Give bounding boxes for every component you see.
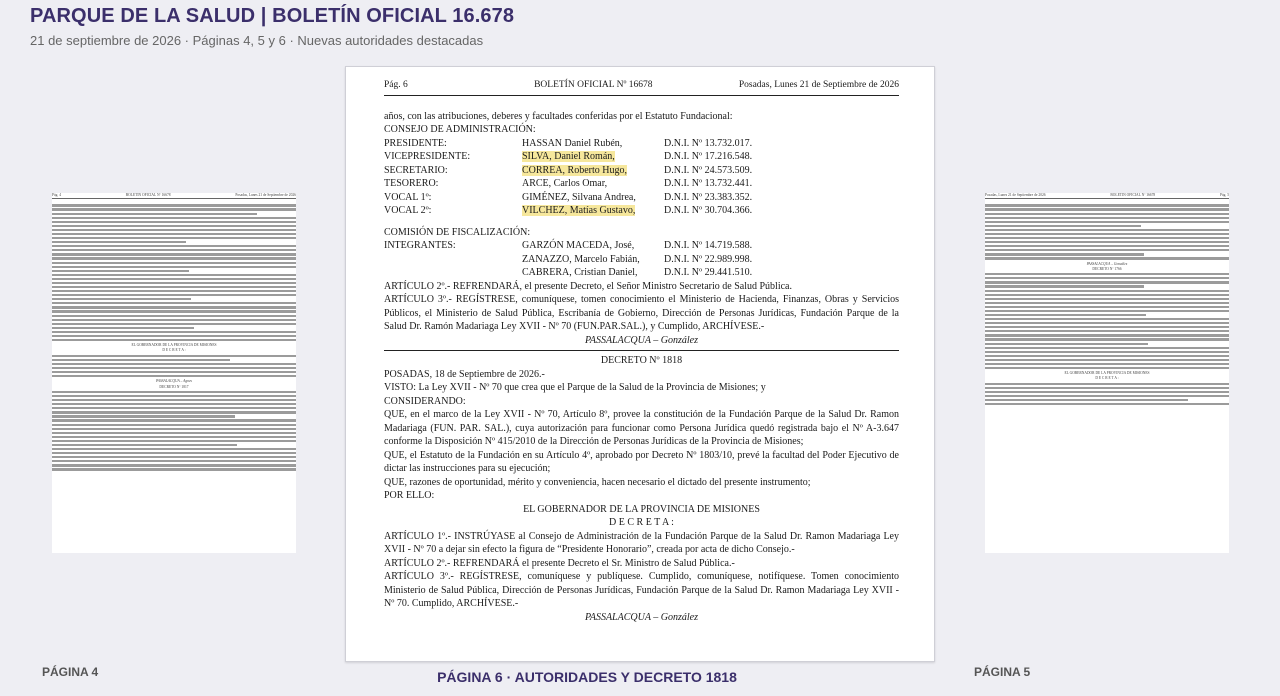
thumb-text-line <box>985 208 1229 210</box>
thumb-text-line <box>52 213 257 215</box>
bulletin-title: BOLETÍN OFICIAL Nº 16678 <box>534 80 653 90</box>
thumb-text-line <box>52 436 296 438</box>
visto-text: VISTO: La Ley XVII - Nº 70 que crea que el Parque de la Salud de la Provincia de Misiones; y <box>384 382 766 393</box>
thumb-text-line <box>985 334 1229 336</box>
thumb-header: Pág. 4 BOLETÍN OFICIAL Nº 16678 Posadas, Lunes 21 de Septiembre de 2026 <box>52 193 296 199</box>
thumb-text-line <box>985 310 1229 312</box>
thumb-text-line <box>985 217 1229 219</box>
thumb-text-line <box>52 290 296 292</box>
authority-row: TESORERO: ARCE, Carlos Omar, D.N.I. Nº 13.732.441. <box>384 178 753 189</box>
page-subtitle: 21 de septiembre de 2026 · Páginas 4, 5 y 6 · Nuevas autoridades destacadas <box>30 33 484 48</box>
thumb-text-line <box>985 298 1229 300</box>
thumb-text-line <box>52 245 296 247</box>
thumb-text-line <box>985 233 1229 235</box>
page-6-caption: PÁGINA 6 · AUTORIDADES Y DECRETO 1818 <box>437 669 737 685</box>
thumb-text-line <box>52 233 296 235</box>
considerando-heading: CONSIDERANDO: <box>384 395 466 407</box>
highlighted-name: CORREA, Roberto Hugo, <box>522 164 627 176</box>
thumb-text-line <box>52 444 237 446</box>
considerando-text: QUE, en el marco de la Ley XVII - Nº 70, Artículo 8º, provee la constitución de la Fundación Parque de la Salud Dr. Ramon Madariaga (FUN. PAR. SAL.), cuya autorización para funcionar como Persona Jurídica quedó registrada bajo el Nº A-3.647 conforme la Disposición Nº 415/2010 de la Dirección de Personas Jurídicas de la Provincia de Misiones; <box>384 409 899 447</box>
thumb-text-line <box>52 286 296 288</box>
thumb-text-line <box>52 257 296 259</box>
thumb-text-line <box>985 237 1229 239</box>
thumb-signature: PASSALACQUA – González <box>1086 261 1128 266</box>
thumb-decree-title: DECRETO Nº 1766 <box>1092 266 1122 271</box>
thumb-text-line <box>985 204 1229 206</box>
intro-text: años, con las atribuciones, deberes y facultades conferidas por el Estatuto Fundacional: <box>384 110 733 122</box>
thumb-text-line <box>985 347 1229 349</box>
thumb-text-line <box>52 327 194 329</box>
thumb-text-line <box>985 338 1229 340</box>
thumb-text-line <box>985 294 1229 296</box>
thumb-text-line <box>52 464 296 466</box>
thumb-text-line <box>52 419 296 421</box>
thumb-text-line <box>52 278 296 280</box>
thumb-text-line <box>985 330 1229 332</box>
thumb-text-line <box>985 225 1141 227</box>
authority-row: VICEPRESIDENTE: SILVA, Daniel Román, D.N.I. Nº 17.216.548. <box>384 151 753 162</box>
highlighted-name: VILCHEZ, Matías Gustavo, <box>522 205 636 216</box>
considerando-text: QUE, el Estatuto de la Fundación en su Artículo 4º, aprobado por Decreto Nº 1803/10, prevé la facultad del Poder Ejecutivo de dictar las instrucciones para su ejecución; <box>384 449 899 474</box>
thumb-text-line <box>52 208 296 210</box>
page-5-thumbnail[interactable] <box>985 193 1229 553</box>
thumb-text-line <box>985 229 1229 231</box>
thumb-text-line <box>52 315 296 317</box>
authority-row: VOCAL 1º: GIMÉNEZ, Silvana Andrea, D.N.I. Nº 23.383.352. <box>384 191 753 203</box>
highlighted-name: SILVA, Daniel Román, <box>522 151 615 162</box>
thumb-text-line <box>52 204 296 206</box>
authority-row: PRESIDENTE: HASSAN Daniel Rubén, D.N.I. Nº 13.732.017. <box>384 137 753 149</box>
thumb-text-line <box>52 274 296 276</box>
thumb-text-line <box>52 355 296 357</box>
por-ello: POR ELLO: <box>384 490 435 501</box>
thumb-text-line <box>52 262 296 264</box>
thumb-text-line <box>52 237 296 239</box>
thumb-text-line <box>985 395 1229 397</box>
page-number: Pág. 6 <box>384 80 408 90</box>
thumb-text-line <box>52 411 296 413</box>
page-6-sheet[interactable] <box>345 66 935 662</box>
decreta-heading: D E C R E T A : <box>609 517 674 528</box>
decree-date: POSADAS, 18 de Septiembre de 2026.- <box>384 368 545 380</box>
page-5-label: PÁGINA 5 <box>974 665 1031 679</box>
thumb-decree-title: DECRETO Nº 1817 <box>159 384 189 389</box>
thumb-text-line <box>985 277 1229 279</box>
thumb-text-line <box>52 448 296 450</box>
thumb-text-line <box>985 363 1229 365</box>
thumb-text-line <box>52 415 235 417</box>
decree-title: DECRETO Nº 1818 <box>600 355 683 366</box>
thumb-text-line <box>52 221 296 223</box>
thumb-text-line <box>52 428 296 430</box>
page-4-label: PÁGINA 4 <box>42 665 99 679</box>
thumb-text-line <box>52 432 296 434</box>
thumb-text-line <box>985 253 1144 255</box>
thumb-header: Posadas, Lunes 21 de Septiembre de 2026 BOLETÍN OFICIAL Nº 16678 Pág. 5 <box>985 193 1229 199</box>
thumb-text-line <box>985 285 1144 287</box>
thumb-text-line <box>52 225 296 227</box>
thumb-text-line <box>52 363 296 365</box>
thumb-text-line <box>985 355 1229 357</box>
thumb-text-line <box>52 403 296 405</box>
governor-heading: EL GOBERNADOR DE LA PROVINCIA DE MISIONES <box>523 503 760 515</box>
thumb-text-line <box>52 266 296 268</box>
thumb-text-line <box>52 407 296 409</box>
thumb-text-line <box>52 282 296 284</box>
page-title: PARQUE DE LA SALUD | BOLETÍN OFICIAL 16.678 <box>30 5 515 27</box>
thumb-text-line <box>985 290 1229 292</box>
thumb-text-line <box>985 383 1229 385</box>
integrante-row: CABRERA, Cristian Daniel, D.N.I. Nº 29.441.510. <box>522 267 753 278</box>
thumb-text-line <box>52 217 296 219</box>
signature: PASSALACQUA – González <box>585 334 698 346</box>
thumb-signature: PASSALACQUA – Agnes <box>156 379 192 384</box>
thumb-text-line <box>985 387 1229 389</box>
section-heading: COMISIÓN DE FISCALIZACIÓN: <box>384 226 531 238</box>
thumb-text-line <box>52 241 186 243</box>
thumb-text-line <box>52 452 296 454</box>
thumb-text-line <box>52 395 296 397</box>
article-text: ARTÍCULO 3º.- REGÍSTRESE, comuníquese, tomen conocimiento el Ministerio de Hacienda, Finanzas, Obras y Servicios Públicos, el Ministerio de Salud Pública, Escribanía de Gobierno, Dirección de Personas Jurídicas, Fundación Parque de la Salud Dr. Ramón Madariaga Ley XVII - Nº 70 (FUN.PAR.SAL.), y Cumplido, ARCHÍVESE.- <box>384 294 899 332</box>
thumb-text-line <box>52 310 296 312</box>
section-heading: CONSEJO DE ADMINISTRACIÓN: <box>384 124 536 135</box>
thumb-text-line <box>52 319 296 321</box>
thumb-text-line <box>985 318 1229 320</box>
thumb-text: EL GOBERNADOR DE LA PROVINCIA DE MISIONES <box>1064 371 1150 376</box>
thumb-text-line <box>52 391 296 393</box>
thumb-text-line <box>985 213 1229 215</box>
thumb-text-line <box>985 399 1188 401</box>
thumb-text-line <box>52 339 296 341</box>
thumb-text-line <box>52 456 296 458</box>
article-text: ARTÍCULO 1º.- INSTRÚYASE al Consejo de Administración de la Fundación Parque de la Salud Dr. Ramon Madariaga Ley XVII - Nº 70 a dejar sin efecto la figura de “Presidente Honorario”, creada por acta de dicho Consejo.- <box>384 530 899 555</box>
thumb-text-line <box>52 298 191 300</box>
thumb-text-line <box>52 302 296 304</box>
thumb-text-line <box>52 331 296 333</box>
thumb-text-line <box>985 302 1229 304</box>
thumb-text-line <box>52 468 296 470</box>
thumb-text-line <box>985 367 1229 369</box>
article-text: ARTÍCULO 2º.- REFRENDARÁ el presente Decreto el Sr. Ministro de Salud Pública.- <box>384 557 735 569</box>
thumb-text-line <box>985 343 1148 345</box>
considerando-text: QUE, razones de oportunidad, mérito y conveniencia, hacen necesario el dictado del presente instrumento; <box>384 476 811 488</box>
thumb-text-line <box>52 249 296 251</box>
thumb-text-line <box>52 440 296 442</box>
article-text: ARTÍCULO 2º.- REFRENDARÁ, el presente Decreto, el Señor Ministro Secretario de Salud Pública. <box>384 280 792 292</box>
article-text: ARTÍCULO 3º.- REGÍSTRESE, comuníquese y publíquese. Cumplido, comuníquese, notifíquese. Tomen conocimiento Ministerio de Salud Pública, Dirección de Personas Jurídicas, Fundación Parque de la Salud Dr. Ramon Madariaga Ley XVII - Nº 70. Cumplido, ARCHÍVESE.- <box>384 571 899 609</box>
thumb-text-line <box>52 375 296 377</box>
thumb-text-line <box>52 367 296 369</box>
signature: PASSALACQUA – González <box>585 611 698 623</box>
thumb-text-line <box>985 257 1229 259</box>
thumb-text-line <box>52 335 296 337</box>
integrante-row: INTEGRANTES: GARZÓN MACEDA, José, D.N.I. Nº 14.719.588. <box>384 240 753 251</box>
thumb-text-line <box>52 359 230 361</box>
thumb-text-line <box>52 306 296 308</box>
thumb-text-line <box>985 391 1229 393</box>
thumb-text-line <box>985 322 1229 324</box>
thumb-text-line <box>985 314 1146 316</box>
thumb-text-line <box>985 273 1229 275</box>
thumb-text-line <box>985 403 1229 405</box>
thumb-text-line <box>985 351 1229 353</box>
page-4-thumbnail[interactable] <box>52 193 296 553</box>
divider <box>384 350 899 351</box>
document-body <box>384 79 899 624</box>
thumb-text-line <box>52 460 296 462</box>
thumb-text: D E C R E T A : <box>1095 376 1119 381</box>
thumb-text-line <box>985 359 1229 361</box>
thumb-text-line <box>985 326 1229 328</box>
authority-row: SECRETARIO: CORREA, Roberto Hugo, D.N.I. Nº 24.573.509. <box>384 164 753 176</box>
thumb-text-line <box>985 306 1229 308</box>
authority-row: VOCAL 2º: VILCHEZ, Matías Gustavo, D.N.I. Nº 30.704.366. <box>384 205 753 216</box>
thumb-text: D E C R E T A : <box>162 348 186 353</box>
thumb-text: EL GOBERNADOR DE LA PROVINCIA DE MISIONES <box>131 343 217 348</box>
thumb-text-line <box>52 399 296 401</box>
integrante-row: ZANAZZO, Marcelo Fabián, D.N.I. Nº 22.989.998. <box>522 253 753 265</box>
thumb-text-line <box>52 323 296 325</box>
thumb-text-line <box>985 281 1229 283</box>
thumb-text-line <box>985 249 1229 251</box>
thumb-text-line <box>52 371 296 373</box>
thumb-text-line <box>52 270 189 272</box>
thumb-text-line <box>52 294 296 296</box>
bulletin-date: Posadas, Lunes 21 de Septiembre de 2026 <box>738 80 899 90</box>
document-header <box>384 79 899 96</box>
thumb-text-line <box>52 229 296 231</box>
thumb-text-line <box>52 424 296 426</box>
thumb-text-line <box>985 221 1229 223</box>
thumb-text-line <box>52 253 296 255</box>
thumb-text-line <box>985 241 1229 243</box>
thumb-text-line <box>985 245 1229 247</box>
